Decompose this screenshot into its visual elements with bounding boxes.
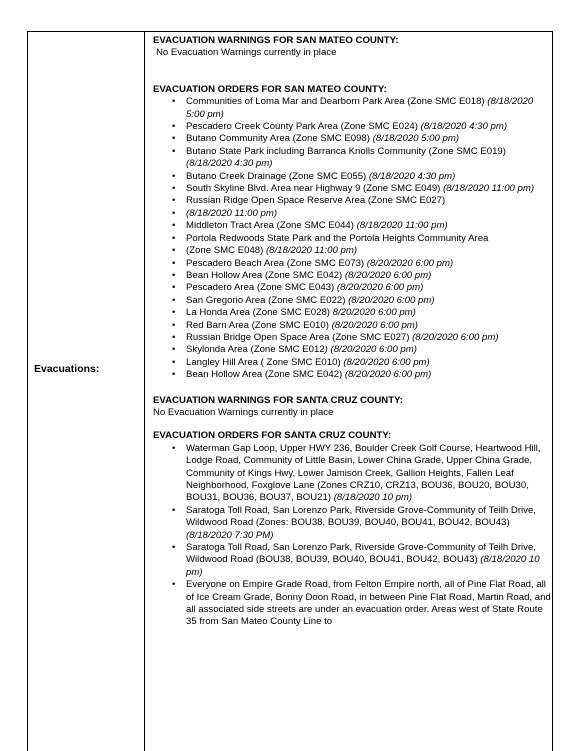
row-label: Evacuations: <box>34 363 100 375</box>
list-item-time: (8/18/2020 7:30 PM) <box>186 529 274 541</box>
list-item-time: (8/18/2020 4:30 pm) <box>368 170 456 182</box>
list-item <box>153 270 551 282</box>
bullet-icon: • <box>172 307 176 319</box>
list-item <box>153 245 551 257</box>
bullet-icon: • <box>172 257 176 269</box>
list-item <box>153 146 551 171</box>
bullet-icon: • <box>172 245 176 257</box>
list-item-text: South Skyline Blvd. Area near Highway 9 (Zone SMC E049) <box>186 183 444 195</box>
list-item-time: 8/20/2020 6:00 pm) <box>332 307 416 319</box>
list-item-time: (8/20/2020 6:00 pm) <box>344 369 432 381</box>
list-item-time: (8/18/2020 4:30 pm) <box>186 158 273 170</box>
list-item-time: (8/18/2020 5:00 pm) <box>372 133 460 145</box>
sc-warnings-note: No Evacuation Warnings currently in place <box>153 406 334 418</box>
list-item <box>153 208 551 220</box>
list-item-time: (8/18/2020 11:00 pm) <box>443 183 535 195</box>
content-cell <box>153 35 551 629</box>
list-item <box>153 282 551 294</box>
list-item <box>153 195 551 207</box>
list-item <box>153 542 551 579</box>
bullet-icon: • <box>172 207 176 219</box>
list-item-text: Butano State Park including Barranca Knolls Community (Zone SMC E019) <box>186 145 506 157</box>
list-item-text: Bean Hollow Area (Zone SMC E042) <box>186 269 345 281</box>
sc-warnings-heading: EVACUATION WARNINGS FOR SANTA CRUZ COUNTY: <box>153 394 403 406</box>
bullet-icon: • <box>172 96 176 108</box>
bullet-icon: • <box>172 331 176 343</box>
list-item <box>153 307 551 319</box>
list-item <box>153 171 551 183</box>
list-item-text: Red Barn Area (Zone SMC E010) <box>186 319 332 331</box>
list-item-time: ) (8/20/2020 6:00 pm) <box>324 344 417 356</box>
sc-orders-list <box>153 443 551 629</box>
list-item-text: Communities of Loma Mar and Dearborn Park Area (Zone SMC E018) <box>186 96 488 108</box>
list-item <box>153 233 551 245</box>
sc-orders-heading: EVACUATION ORDERS FOR SANTA CRUZ COUNTY: <box>153 430 392 442</box>
list-item-time: (8/18/2020 10 pm) <box>333 492 413 504</box>
bullet-icon: • <box>172 319 176 331</box>
bullet-icon: • <box>172 195 176 207</box>
evacuations-table <box>27 31 553 751</box>
list-item-text: (Zone SMC E048) <box>186 245 266 257</box>
bullet-icon: • <box>172 183 176 195</box>
list-item-time: (8/18/2020 11:00 pm) <box>356 220 448 232</box>
bullet-icon: • <box>172 145 176 157</box>
list-item-text: Portola Redwoods State Park and the Portola Heights Community Area <box>186 232 489 244</box>
list-item-text: Bean Hollow Area (Zone SMC E042) <box>186 369 345 381</box>
bullet-icon: • <box>172 344 176 356</box>
list-item <box>153 121 551 133</box>
list-item-text: Russian Ridge Open Space Reserve Area (Zone SMC E027) <box>186 195 446 207</box>
list-item <box>153 369 551 381</box>
sm-warnings-note: No Evacuation Warnings currently in place <box>156 47 337 59</box>
list-item-text: Butano Community Area (Zone SMC E098) <box>186 133 373 145</box>
list-item-time: (8/20/2020 6:00 pm) <box>366 257 454 269</box>
bullet-icon: • <box>172 121 176 133</box>
list-item <box>153 344 551 356</box>
list-item-text: Waterman Gap Loop, Upper HWY 236, Boulder Creek Golf Course, Heartwood Hill, Lodge Road, Community of Little Basin, Lower China Grade, Upper China Grade, Community of Kings Hwy, Lower Jamison Creek, Gallion Heights, Fallen Leaf Neighborhood, Foxglove Lane (Zones CRZ10, CRZ13, BOU36, BOU20, BOU30, BOU31, BOU36, BOU37, BOU21) <box>186 442 541 504</box>
list-item <box>153 443 551 505</box>
list-item <box>153 579 551 629</box>
list-item-time: (8/20/2020 6:00 pm) <box>331 319 418 331</box>
bullet-icon: • <box>172 369 176 381</box>
list-item-text: Pescadero Beach Area (Zone SMC E073) <box>186 257 367 269</box>
list-item-text: Saratoga Toll Road, San Lorenzo Park, Riverside Grove-Community of Teilh Drive, Wildwood Road (BOU38, BOU39, BOU40, BOU41, BOU42, BOU43) <box>186 542 536 566</box>
list-item-text: Russian Bridge Open Space Area (Zone SMC E027) <box>186 331 413 343</box>
list-item-time: (8/20/2020 6:00 pm) <box>336 282 424 294</box>
list-item-text: Pescadero Creek County Park Area (Zone SMC E024) <box>186 121 421 133</box>
bullet-icon: • <box>172 504 176 516</box>
list-item-time: (8/18/2020 11:00 pm) <box>186 207 278 219</box>
list-item-text: San Gregorio Area (Zone SMC E022) <box>186 294 349 306</box>
list-item <box>153 295 551 307</box>
bullet-icon: • <box>172 170 176 182</box>
list-item-text: Saratoga Toll Road, San Lorenzo Park, Riverside Grove-Community of Teilh Drive, Wildwood Road (Zones: BOU38, BOU39, BOU40, BOU41, BOU42, BOU43) <box>186 504 536 529</box>
list-item <box>153 220 551 232</box>
sm-orders-list <box>153 96 551 381</box>
list-item <box>153 332 551 344</box>
bullet-icon: • <box>172 294 176 306</box>
list-item-text: Skylonda Area (Zone SMC E012 <box>186 344 325 356</box>
bullet-icon: • <box>172 232 176 244</box>
list-item <box>153 133 551 145</box>
list-item-text: Middleton Tract Area (Zone SMC E044) <box>186 220 357 232</box>
list-item <box>153 183 551 195</box>
list-item <box>153 320 551 332</box>
list-item-text: Everyone on Empire Grade Road, from Felton Empire north, all of Pine Flat Road, all of Ice Cream Grade, Bonny Doon Road, in between Pine Flat Road, Martin Road, and all associated side streets are under an evacuation order. Areas west of State Route 35 from San Mateo County Line to <box>186 579 551 628</box>
list-item <box>153 96 551 121</box>
list-item-time: (8/18/2020 11:00 pm) <box>265 245 358 257</box>
bullet-icon: • <box>172 282 176 294</box>
list-item-text: Pescadero Area (Zone SMC E043) <box>186 282 337 294</box>
list-item-time: (8/18/2020 10 pm) <box>186 554 540 578</box>
bullet-icon: • <box>172 442 176 454</box>
list-item <box>153 505 551 542</box>
bullet-icon: • <box>172 542 176 554</box>
list-item-time: (8/20/2020 6:00 pm) <box>344 269 432 281</box>
list-item-time: (8/20/2020 6:00 pm) <box>412 331 499 343</box>
column-divider <box>144 32 145 751</box>
list-item <box>153 357 551 369</box>
bullet-icon: • <box>172 133 176 145</box>
list-item-text: Langley Hill Area ( Zone SMC E010) <box>186 356 344 368</box>
list-item-time: (8/18/2020 4:30 pm) <box>420 121 508 133</box>
sm-orders-heading: EVACUATION ORDERS FOR SAN MATEO COUNTY: <box>153 83 387 95</box>
list-item-time: (8/18/2020 5:00 pm) <box>186 96 534 120</box>
list-item-text: Butano Creek Drainage (Zone SMC E055) <box>186 170 369 182</box>
list-item <box>153 258 551 270</box>
bullet-icon: • <box>172 269 176 281</box>
list-item-text: La Honda Area (Zone SMC E028) <box>186 307 333 319</box>
bullet-icon: • <box>172 579 176 591</box>
sm-warnings-heading: EVACUATION WARNINGS FOR SAN MATEO COUNTY: <box>153 35 399 46</box>
bullet-icon: • <box>172 356 176 368</box>
bullet-icon: • <box>172 220 176 232</box>
list-item-time: (8/20/2020 6:00 pm) <box>343 356 430 368</box>
list-item-time: (8/20/2020 6:00 pm) <box>348 294 435 306</box>
